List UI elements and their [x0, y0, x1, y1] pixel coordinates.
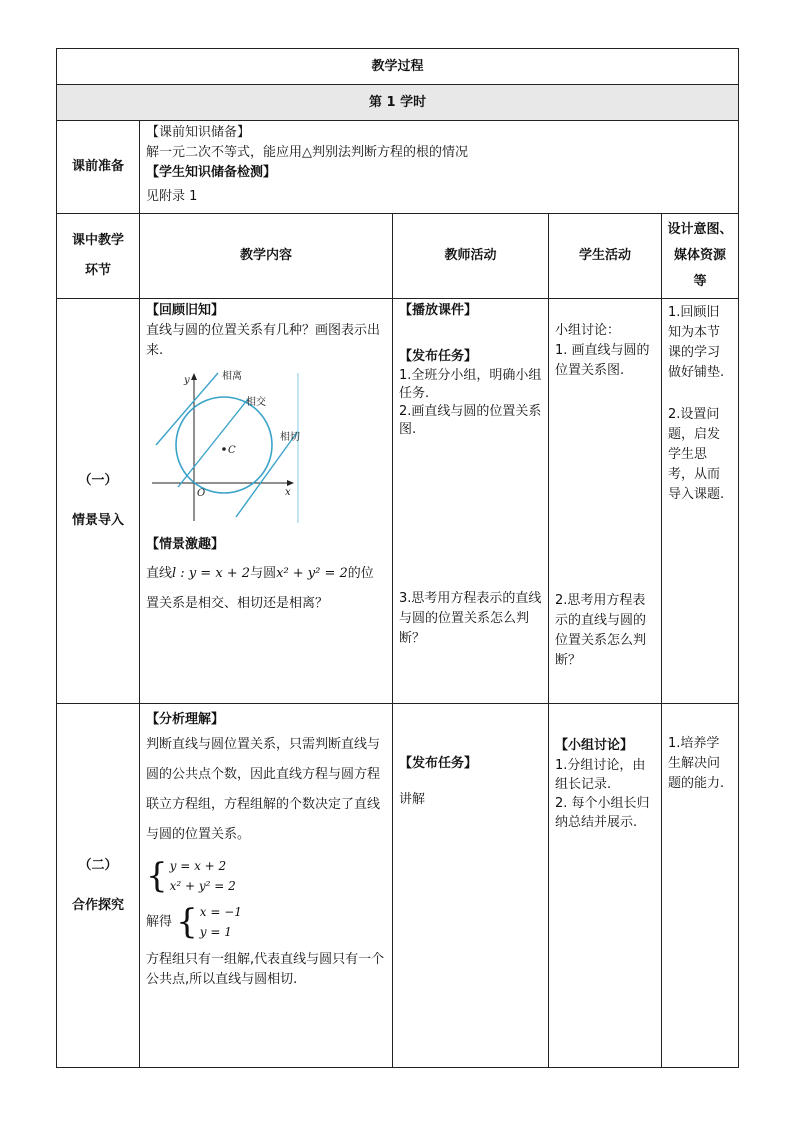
review-heading: 【回顾旧知】: [146, 303, 225, 318]
label-y-axis: y: [184, 375, 190, 386]
equation-system: { y = x + 2 x² + y² = 2: [146, 856, 236, 896]
period-header: 第 1 学时: [57, 85, 739, 121]
design-2: 2.设置问题，启发学生思考，从而导入课题.: [668, 407, 725, 502]
line-tangent: [236, 431, 298, 517]
stage-2: （二） 合作探究: [57, 704, 140, 1068]
circle: [176, 397, 272, 493]
stage-2-teacher: [393, 704, 549, 1068]
prep-heading-check: 【学生知识储备检测】: [146, 165, 277, 180]
center-point: [222, 447, 226, 451]
student-task-2: 2.思考用方程表示的直线与圆的位置关系怎么判断？: [555, 593, 647, 668]
x-axis-arrow: [287, 480, 294, 486]
stage-1-design: [662, 299, 739, 704]
label-center: C: [228, 445, 236, 456]
prep-label: 课前准备: [57, 121, 140, 214]
student-group-task-1: 1.分组讨论，由组长记录.: [555, 758, 646, 792]
analysis-heading: 【分析理解】: [146, 712, 225, 727]
review-text: 直线与圆的位置关系有几种？画图表示出来.: [146, 323, 381, 358]
label-separate: 相离: [222, 371, 242, 382]
solution: 解得 { x = −1 y = 1: [146, 902, 242, 942]
teacher-task-2: 2.画直线与圆的位置关系图.: [399, 404, 542, 437]
stage-2-design: [662, 704, 739, 1068]
label-x-axis: x: [285, 487, 291, 498]
teacher-heading-task-2: 【发布任务】: [399, 756, 478, 771]
student-heading-discussion: 【小组讨论】: [555, 738, 634, 753]
teacher-task-1: 1.全班分小组，明确小组任务.: [399, 368, 542, 401]
design-3: 1.培养学生解决问题的能力.: [668, 736, 725, 791]
analysis-text: 判断直线与圆位置关系，只需判断直线与圆的公共点个数，因此直线方程与圆方程联立方程组，方程组解的个数决定了直线与圆的位置关系。: [146, 737, 381, 842]
label-tangent: 相切: [280, 432, 300, 443]
stage-1: （一） 情景导入: [57, 299, 140, 704]
line-circle-figure: [148, 365, 308, 525]
prep-heading-knowledge: 【课前知识储备】: [146, 125, 251, 140]
col-stage-header: 课中教学 环节: [57, 214, 140, 299]
col-student-header: 学生活动: [549, 214, 662, 299]
table-title: 教学过程: [57, 49, 739, 85]
label-intersect: 相交: [246, 397, 266, 408]
prep-knowledge-text: 解一元二次不等式，能应用△判别法判断方程的根的情况: [146, 145, 468, 160]
teacher-heading-task: 【发布任务】: [399, 349, 478, 364]
stage-1-content: [140, 299, 393, 704]
conclusion-text: 方程组只有一组解,代表直线与圆只有一个公共点,所以直线与圆相切.: [146, 952, 385, 987]
col-content-header: 教学内容: [140, 214, 393, 299]
stage-2-content: [140, 704, 393, 1068]
stage-1-teacher: [393, 299, 549, 704]
student-discussion: 小组讨论：: [555, 323, 621, 338]
student-group-task-2: 2. 每个小组长归纳总结并展示.: [555, 796, 650, 830]
scenario-heading: 【情景激趣】: [146, 537, 225, 552]
label-origin: O: [197, 488, 206, 499]
teacher-explain: 讲解: [399, 792, 426, 807]
teacher-heading-courseware: 【播放课件】: [399, 303, 478, 318]
design-1: 1.回顾旧知为本节课的学习做好铺垫.: [668, 305, 725, 380]
teaching-process-table: [56, 48, 739, 1068]
stage-2-student: [549, 704, 662, 1068]
col-design-header: 设计意图、 媒体资源 等: [662, 214, 739, 299]
prep-content: [140, 121, 739, 214]
student-task-1: 1. 画直线与圆的位置关系图.: [555, 343, 650, 378]
col-teacher-header: 教师活动: [393, 214, 549, 299]
y-axis-arrow: [191, 373, 197, 380]
teacher-task-3: 3.思考用方程表示的直线与圆的位置关系怎么判断？: [399, 591, 542, 646]
scenario-text: 直线l : y = x + 2与圆x² + y² = 2的位置关系是相交、相切还是相离？: [146, 566, 374, 611]
stage-1-student: [549, 299, 662, 704]
prep-check-text: 见附录 1: [146, 189, 198, 204]
